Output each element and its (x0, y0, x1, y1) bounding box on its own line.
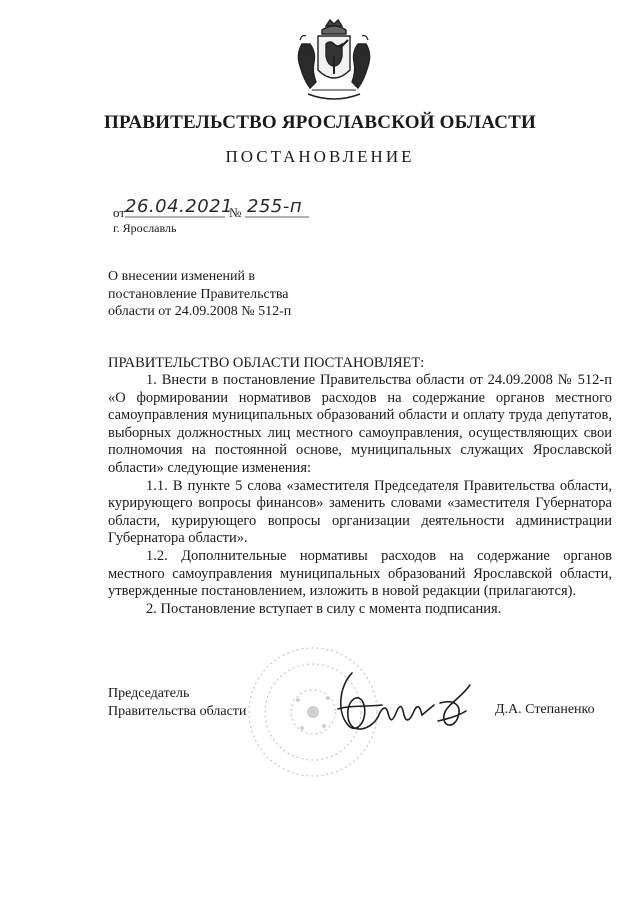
date-prefix-label: от (113, 205, 126, 220)
signer-position-line: Председатель (108, 686, 190, 701)
signer-position (108, 685, 246, 720)
subject-line: О внесении изменений в (108, 269, 256, 284)
subject-block (108, 268, 348, 321)
paragraph: 1. Внести в постановление Правительства области от 24.09.2008 № 512-п «О формировании нормативов расходов на содержание органов местного самоуправления муниципальных образований области и оплату труда депутатов, выборных должностных лиц местного самоуправления, осуществляющих свои полномочия на постоянной основе, муниципальных служащих Ярославской области» следующие изменения: (108, 372, 612, 476)
subject-line: постановление Правительства (108, 286, 289, 302)
document-body (108, 372, 612, 618)
signer-name: Д.А. Степаненко (495, 702, 595, 717)
paragraph: 1.1. В пункте 5 слова «заместителя Председателя Правительства области, курирующего вопросы финансов» заменить словами «заместителя Губернатора области, курирующего вопросы организации деятельности администрации Губернатора области». (108, 477, 612, 547)
handwritten-date: 26.04.2021 (125, 196, 234, 217)
decree-heading: ПРАВИТЕЛЬСТВО ОБЛАСТИ ПОСТАНОВЛЯЕТ: (108, 355, 425, 371)
paragraph: 1.2. Дополнительные нормативы расходов на содержание органов местного самоуправления муниципальных образований Ярославской области, утвержденные постановлением, изложить в новой редакции (прилагаются). (108, 547, 612, 600)
signer-position-line: Правительства области (108, 703, 247, 719)
subject-line: области от 24.09.2008 № 512-п (108, 304, 292, 319)
paragraph: 2. Постановление вступает в силу с момента подписания. (146, 600, 502, 617)
government-title: ПРАВИТЕЛЬСТВО ЯРОСЛАВСКОЙ ОБЛАСТИ (104, 112, 536, 133)
handwritten-signature (330, 665, 490, 745)
number-sign-label: № (229, 205, 242, 220)
document-type: ПОСТАНОВЛЕНИЕ (225, 147, 415, 166)
city-label: г. Ярославль (113, 221, 177, 235)
handwritten-number: 255-п (247, 196, 303, 217)
bear-coat-of-arms-icon (288, 18, 380, 106)
date-number-line (113, 196, 373, 222)
